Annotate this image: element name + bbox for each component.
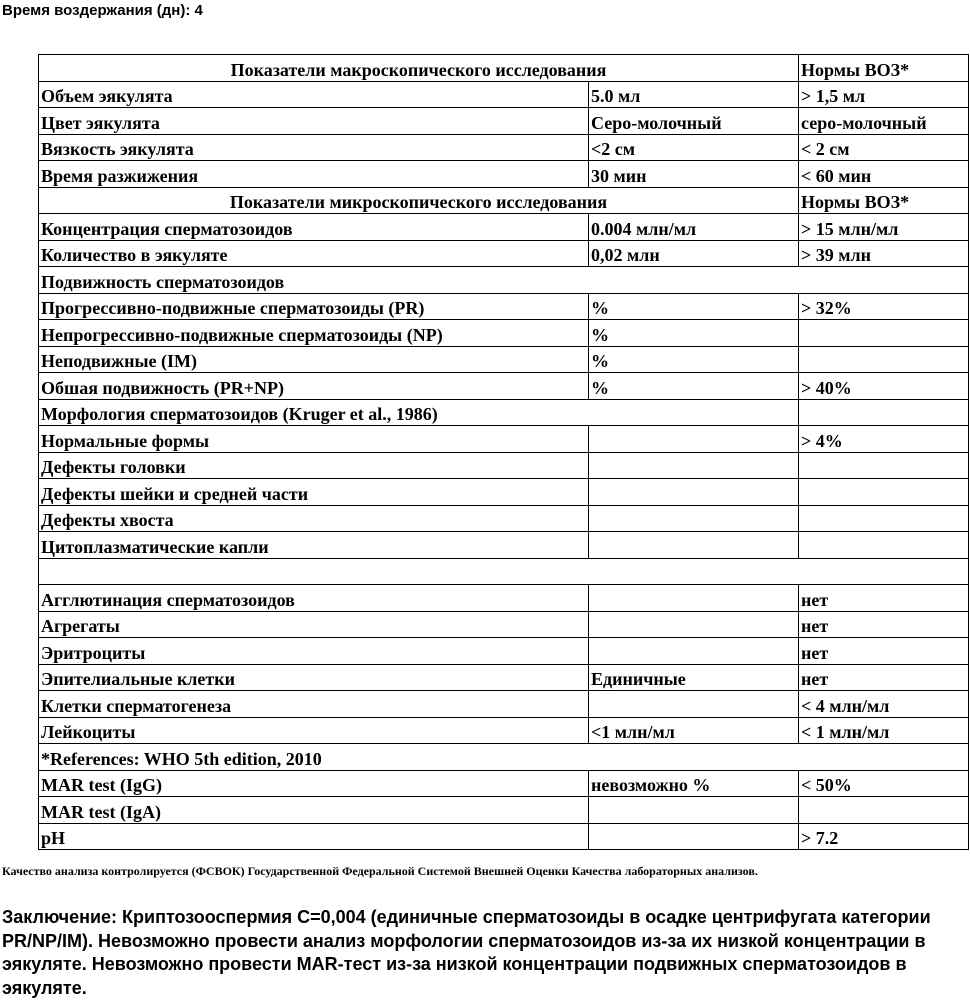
table-row: [39, 452, 969, 479]
row-norm: [799, 479, 969, 506]
row-label: pH: [39, 823, 589, 850]
row-value: [589, 797, 799, 824]
row-value: %: [589, 320, 799, 347]
row-value: 0,02 млн: [589, 240, 799, 267]
row-norm: < 2 см: [799, 134, 969, 161]
row-label: Агглютинация сперматозоидов: [39, 585, 589, 612]
row-value: 30 мин: [589, 161, 799, 188]
row-norm: [799, 452, 969, 479]
row-label: Дефекты хвоста: [39, 505, 589, 532]
row-label: Непрогрессивно-подвижные сперматозоиды (NP): [39, 320, 589, 347]
row-label: Агрегаты: [39, 611, 589, 638]
row-label: Дефекты шейки и средней части: [39, 479, 589, 506]
spacer-cell: [39, 558, 969, 585]
motility-title-row: [39, 267, 969, 294]
table-row: [39, 134, 969, 161]
table-row: [39, 611, 969, 638]
row-label: Неподвижные (IM): [39, 346, 589, 373]
row-norm: нет: [799, 664, 969, 691]
row-label: Концентрация сперматозоидов: [39, 214, 589, 241]
row-value: 0.004 млн/мл: [589, 214, 799, 241]
morphology-title-row: [39, 399, 969, 426]
quality-control-note: Качество анализа контролируется (ФСВОК) Государственной Федеральной Системой Внешней Оценки Качества лабораторных анализов.: [2, 864, 758, 878]
row-value: %: [589, 293, 799, 320]
row-value: невозможно %: [589, 770, 799, 797]
row-label: MAR test (IgA): [39, 797, 589, 824]
row-value: [589, 426, 799, 453]
semen-analysis-table: [38, 54, 969, 850]
spacer-row: [39, 558, 969, 585]
row-norm: нет: [799, 585, 969, 612]
macro-header-row: [39, 55, 969, 82]
micro-header-norm: Нормы ВОЗ*: [799, 187, 969, 214]
row-label: Эритроциты: [39, 638, 589, 665]
row-norm: > 4%: [799, 426, 969, 453]
references-note: *References: WHO 5th edition, 2010: [39, 744, 969, 771]
row-value: 5.0 мл: [589, 81, 799, 108]
row-label: Дефекты головки: [39, 452, 589, 479]
micro-header-title: Показатели микроскопического исследования: [39, 187, 799, 214]
micro-header-row: [39, 187, 969, 214]
row-norm: [799, 346, 969, 373]
row-label: Эпителиальные клетки: [39, 664, 589, 691]
row-norm: [799, 399, 969, 426]
row-norm: < 50%: [799, 770, 969, 797]
row-value: [589, 611, 799, 638]
row-value: [589, 585, 799, 612]
row-norm: [799, 505, 969, 532]
row-norm: > 39 млн: [799, 240, 969, 267]
row-label: Цвет эякулята: [39, 108, 589, 135]
table-row: [39, 293, 969, 320]
row-norm: < 4 млн/мл: [799, 691, 969, 718]
row-norm: > 32%: [799, 293, 969, 320]
table-row: [39, 240, 969, 267]
row-norm: [799, 532, 969, 559]
row-label: Клетки сперматогенеза: [39, 691, 589, 718]
row-value: <2 см: [589, 134, 799, 161]
abstinence-period: Время воздержания (дн): 4: [2, 2, 203, 19]
table-row: [39, 161, 969, 188]
table-row: [39, 505, 969, 532]
table-row: [39, 214, 969, 241]
table-row: [39, 532, 969, 559]
row-label: Время разжижения: [39, 161, 589, 188]
row-value: [589, 452, 799, 479]
table-row: [39, 823, 969, 850]
row-norm: нет: [799, 611, 969, 638]
conclusion-text: Заключение: Криптозооспермия С=0,004 (единичные сперматозоиды в осадке центрифугата категории PR/NP/IM). Невозможно провести анализ морфологии сперматозоидов из-за их низкой концентрации в эякуляте. Невозможно провести MAR-тест из-за низкой концентрации подвижных сперматозоидов в эякуляте.: [2, 907, 931, 998]
row-value: [589, 823, 799, 850]
row-label: Нормальные формы: [39, 426, 589, 453]
row-value: [589, 638, 799, 665]
row-value: %: [589, 373, 799, 400]
table-row: [39, 797, 969, 824]
row-norm: > 15 млн/мл: [799, 214, 969, 241]
row-value: Единичные: [589, 664, 799, 691]
macro-header-title: Показатели макроскопического исследования: [39, 55, 799, 82]
row-norm: > 40%: [799, 373, 969, 400]
table-row: [39, 691, 969, 718]
row-value: %: [589, 346, 799, 373]
row-label: Обшая подвижность (PR+NP): [39, 373, 589, 400]
row-norm: нет: [799, 638, 969, 665]
morphology-title: Морфология сперматозоидов (Kruger et al., 1986): [39, 399, 799, 426]
row-value: <1 млн/мл: [589, 717, 799, 744]
row-label: MAR test (IgG): [39, 770, 589, 797]
table-row: [39, 108, 969, 135]
row-label: Прогрессивно-подвижные сперматозоиды (PR): [39, 293, 589, 320]
row-value: [589, 532, 799, 559]
table-row: [39, 717, 969, 744]
row-value: [589, 691, 799, 718]
row-label: Объем эякулята: [39, 81, 589, 108]
table-row: [39, 81, 969, 108]
row-label: Лейкоциты: [39, 717, 589, 744]
table-row: [39, 479, 969, 506]
row-norm: > 7.2: [799, 823, 969, 850]
references-row: [39, 744, 969, 771]
table-row: [39, 770, 969, 797]
table-row: [39, 373, 969, 400]
table-row: [39, 320, 969, 347]
row-norm: [799, 797, 969, 824]
row-label: Количество в эякуляте: [39, 240, 589, 267]
row-value: [589, 505, 799, 532]
table-row: [39, 426, 969, 453]
table-row: [39, 346, 969, 373]
row-norm: < 60 мин: [799, 161, 969, 188]
row-label: Вязкость эякулята: [39, 134, 589, 161]
row-norm: серо-молочный: [799, 108, 969, 135]
row-value: Серо-молочный: [589, 108, 799, 135]
row-value: [589, 479, 799, 506]
row-label: Цитоплазматические капли: [39, 532, 589, 559]
motility-title: Подвижность сперматозоидов: [39, 267, 969, 294]
table-row: [39, 664, 969, 691]
row-norm: > 1,5 мл: [799, 81, 969, 108]
row-norm: [799, 320, 969, 347]
row-norm: < 1 млн/мл: [799, 717, 969, 744]
table-row: [39, 638, 969, 665]
macro-header-norm: Нормы ВОЗ*: [799, 55, 969, 82]
table-row: [39, 585, 969, 612]
